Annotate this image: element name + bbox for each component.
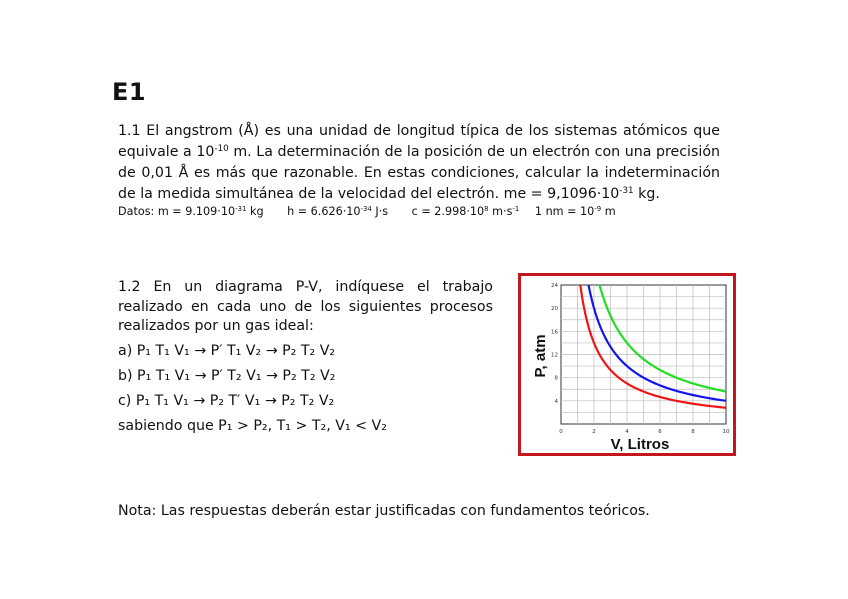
- process-c: c) P₁ T₁ V₁ → P₂ T′ V₁ → P₂ T₂ V₂: [118, 393, 335, 409]
- x-tick-label: 2: [592, 429, 596, 435]
- pv-diagram-chart: [521, 276, 733, 453]
- process-conditions: sabiendo que P₁ > P₂, T₁ > T₂, V₁ < V₂: [118, 418, 387, 434]
- x-tick-label: 4: [625, 429, 629, 435]
- y-tick-label: 24: [551, 283, 558, 289]
- y-tick-label: 4: [554, 398, 558, 405]
- exercise-heading: E1: [112, 78, 147, 106]
- p1-line-3: de 0,01 Å es más que razonable. En estas condiciones, calcular la indeterminación: [118, 165, 720, 181]
- p2-line-2: realizado en cada uno de los siguientes procesos: [118, 298, 493, 315]
- problem-1-paragraph: [118, 121, 720, 205]
- constants-data-line: Datos: $m = 9.109\cdot 10^{-31}$ kg $h = 6.626\cdot 10^{-34}$ J·s $c = 2.998\cdot 10^8$ $m\cdot s^{-1}$ 1 nm = $10^{-9}$ m: [118, 205, 616, 218]
- y-tick-label: 16: [551, 329, 558, 336]
- p1-line-2: equivale a $10^{-10}$ m. La determinación de la posición de un electrón con una precisión: [118, 144, 720, 160]
- p2-line-1: 1.2 En un diagrama P-V, indíquese el trabajo: [118, 279, 493, 295]
- process-b: b) P₁ T₁ V₁ → P′ T₂ V₁ → P₂ T₂ V₂: [118, 368, 336, 384]
- x-tick-label: 6: [658, 429, 662, 435]
- y-tick-label: 8: [554, 375, 558, 382]
- process-a: a) P₁ T₁ V₁ → P′ T₁ V₂ → P₂ T₂ V₂: [118, 343, 336, 359]
- y-axis-label: P, atm: [532, 334, 549, 378]
- y-tick-label: 20: [551, 306, 558, 313]
- p1-line-1: 1.1 El angstrom (Å) es una unidad de longitud típica de los sistemas atómicos que: [118, 123, 720, 139]
- x-axis-label: V, Litros: [610, 436, 670, 453]
- note-text: Nota: Las respuestas deberán estar justificadas con fundamentos teóricos.: [118, 503, 650, 519]
- p2-line-3: realizados por un gas ideal:: [118, 318, 314, 334]
- x-tick-label: 0: [559, 429, 563, 435]
- x-tick-label: 8: [691, 429, 695, 435]
- problem-2-paragraph: [118, 278, 493, 337]
- x-tick-label: 10: [722, 429, 730, 435]
- y-tick-label: 12: [551, 352, 558, 359]
- p1-line-4: de la medida simultánea de la velocidad del electrón. me = $9,1096\cdot 10^{-31}$ kg.: [118, 186, 660, 202]
- pv-diagram-frame: [518, 273, 736, 456]
